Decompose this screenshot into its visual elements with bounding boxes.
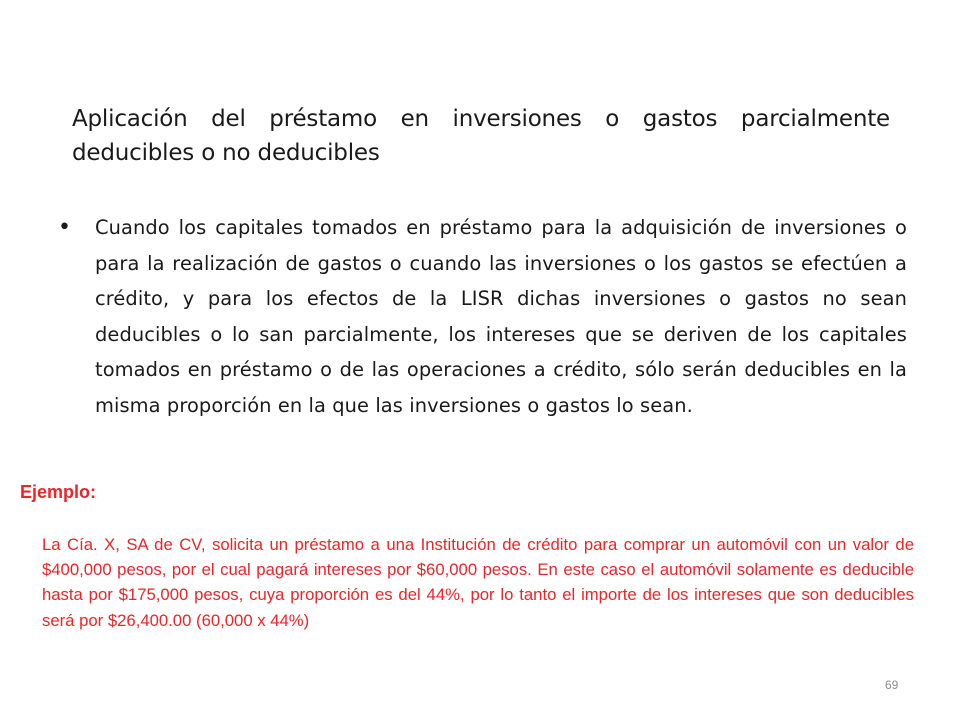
- slide-title: Aplicación del préstamo en inversiones o gastos parcialmente deducibles o no deducibles: [72, 106, 890, 166]
- example-text: La Cía. X, SA de CV, solicita un préstamo a una Institución de crédito para comprar un automóvil con un valor de $400,000 pesos, por el cual pagará intereses por $60,000 pesos. En este caso el automóvil solamente es deducible hasta por $175,000 pesos, cuya proporción es del 44%, por lo tanto el importe de los intereses que son deducibles será por $26,400.00 (60,000 x 44%): [42, 535, 914, 630]
- bullet-icon: •: [58, 215, 71, 240]
- bullet-text: Cuando los capitales tomados en préstamo para la adquisición de inversiones o para la realización de gastos o cuando las inversiones o los gastos se efectúen a crédito, y para los efectos de la LISR dichas inversiones o gastos no sean deducibles o lo san parcialmente, los intereses que se deriven de los capitales tomados en préstamo o de las operaciones a crédito, sólo serán deducibles en la misma proporción en la que las inversiones o gastos lo sean.: [95, 216, 907, 417]
- example-label: Ejemplo:: [20, 482, 97, 502]
- page-number: 69: [885, 678, 899, 692]
